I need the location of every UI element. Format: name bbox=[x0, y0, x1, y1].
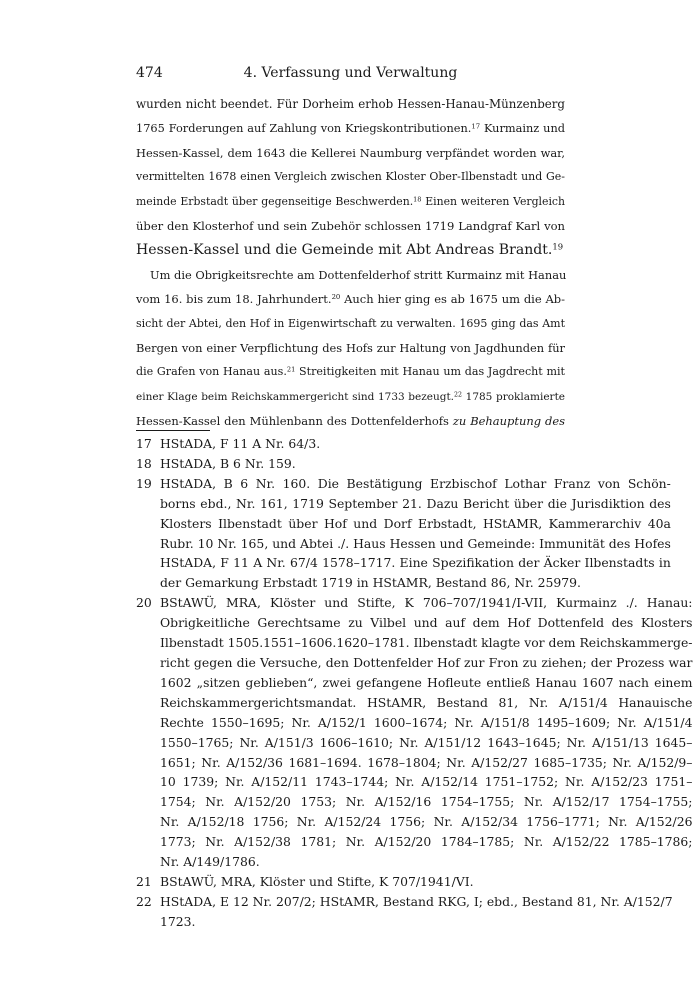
footnote-text: BStAWÜ, MRA, Klöster und Stifte, K 706–707/1941/I-VII, Kurmainz ./. Hanau: Obrigkeitliche Gerechtsame zu Vilbel und auf dem Hof Dottenfeld des Klosters Ilbenstadt 1505.1551–1606.1620–1781. Ilbenstadt klagte vor dem Reichskammerge- richt gegen die Versuche, den Dottenfelder Hof zur Fron zu ziehen; der Prozess war 1602 „sitzen geblieben“, zwei gefangene Hofleute entließ Hanau 1607 nach einem Reichskammergerichtsmandat. HStAMR, Bestand 81, Nr. A/151/4 Hanauische Rechte 1550–1695; Nr. A/152/1 1600–1674; Nr. A/151/8 1495–1609; Nr. A/151/4 1550–1765; Nr. A/151/3 1606–1610; Nr. A/151/12 1643–1645; Nr. A/151/13 1645– 1651; Nr. A/152/36 1681–1694. 1678–1804; Nr. A/152/27 1685–1735; Nr. A/152/9– 10 1739; Nr. A/152/11 1743–1744; Nr. A/152/14 1751–1752; Nr. A/152/23 1751– 1754; Nr. A/152/20 1753; Nr. A/152/16 1754–1755; Nr. A/152/17 1754–1755; Nr. A/152/18 1756; Nr. A/152/24 1756; Nr. A/152/34 1756–1771; Nr. A/152/26 1773; Nr. A/152/38 1781; Nr. A/152/20 1784–1785; Nr. A/152/22 1785–1786; Nr. A/149/1786. bbox=[160, 595, 693, 870]
italic-phrase: zu Behauptung des bbox=[452, 414, 566, 429]
footnote-20 bbox=[136, 593, 693, 872]
text-line: meinde Erbstadt über gegenseitige Beschwerden.$^{18}$ Einen weiteren Vergleich bbox=[136, 194, 565, 208]
text-line: vom 16. bis zum 18. Jahrhundert.$^{20}$ Auch hier ging es ab 1675 um die Ab- bbox=[136, 292, 565, 307]
text-line: Hessen-Kassel, dem 1643 die Kellerei Naumburg verpfändet worden war, bbox=[136, 145, 565, 160]
text-line: vermittelten 1678 einen Vergleich zwischen Kloster Ober-Ilbenstadt und Ge- bbox=[136, 170, 565, 184]
footnote-number: 17 bbox=[136, 436, 152, 451]
footnote-21 bbox=[136, 872, 565, 892]
footnote-text: BStAWÜ, MRA, Klöster und Stifte, K 707/1941/VI. bbox=[160, 873, 474, 889]
body-text bbox=[136, 92, 565, 434]
footnote-ref-20: 20 bbox=[331, 293, 341, 302]
paragraph-2 bbox=[136, 263, 565, 434]
footnote-number: 22 bbox=[136, 893, 152, 909]
footnote-ref-18: 18 bbox=[413, 195, 422, 204]
footnote-separator bbox=[136, 430, 210, 431]
text-line: einer Klage beim Reichskammergericht sind 1733 bezeugt.$^{22}$ 1785 proklamierte bbox=[136, 390, 565, 403]
footnote-text: HStADA, B 6 Nr. 159. bbox=[160, 455, 296, 471]
footnotes bbox=[136, 434, 693, 932]
page-header bbox=[136, 64, 565, 82]
text-line: Hessen-Kassel den Mühlenbann des Dottenfelderhofs zu Behauptung des bbox=[136, 414, 566, 429]
footnote-number: 18 bbox=[136, 455, 152, 471]
text-line: über den Klosterhof und sein Zubehör schlossen 1719 Landgraf Karl von bbox=[136, 219, 565, 234]
footnote-ref-21: 21 bbox=[286, 365, 296, 374]
footnote-text: HStADA, B 6 Nr. 160. Die Bestätigung Erzbischof Lothar Franz von Schön- borns ebd., Nr. 161, 1719 September 21. Dazu Bericht über die Jurisdiktion des Klosters Ilbenstadt über Hof und Dorf Erbstadt, HStAMR, Kammerarchiv 40a Rubr. 10 Nr. 165, und Abtei ./. Haus Hessen und Gemeinde: Immunität des Hofes HStADA, F 11 A Nr. 67/4 1578–1717. Eine Spezifikation der Äcker Ilbenstadts in der Gemarkung Erbstadt 1719 in HStAMR, Bestand 86, Nr. 25979. bbox=[160, 475, 671, 591]
footnote-number: 21 bbox=[136, 873, 152, 889]
footnote-22 bbox=[136, 892, 673, 932]
footnote-19 bbox=[136, 474, 671, 593]
text-line: die Grafen von Hanau aus.$^{21}$ Streitigkeiten mit Hanau um das Jagdrecht mit bbox=[136, 365, 565, 379]
text-line: wurden nicht beendet. Für Dorheim erhob Hessen-Hanau-Münzenberg bbox=[136, 97, 565, 111]
text-line: Hessen-Kassel und die Gemeinde mit Abt Andreas Brandt.$^{19}$ bbox=[136, 241, 564, 259]
footnote-number: 20 bbox=[136, 595, 152, 611]
footnote-text: HStADA, E 12 Nr. 207/2; HStAMR, Bestand RKG, I; ebd., Bestand 81, Nr. A/152/7 1723. bbox=[160, 893, 673, 929]
footnote-ref-22: 22 bbox=[454, 391, 463, 399]
paragraph-1 bbox=[136, 92, 565, 263]
footnote-ref-17: 17 bbox=[471, 122, 481, 131]
text-line: sicht der Abtei, den Hof in Eigenwirtschaft zu verwalten. 1695 ging das Amt bbox=[136, 316, 565, 330]
text-line: Um die Obrigkeitsrechte am Dottenfelderhof stritt Kurmainz mit Hanau bbox=[150, 267, 567, 282]
footnote-ref-19: 19 bbox=[552, 241, 564, 252]
running-head: 4. Verfassung und Verwaltung bbox=[243, 65, 458, 81]
text-line: Bergen von einer Verpflichtung des Hofs zur Haltung von Jagdhunden für bbox=[136, 341, 565, 356]
footnote-17 bbox=[136, 434, 565, 454]
text-line: 1765 Forderungen auf Zahlung von Kriegskontributionen.$^{17}$ Kurmainz und bbox=[136, 121, 565, 136]
page-number: 474 bbox=[136, 65, 163, 81]
footnote-18 bbox=[136, 454, 565, 474]
footnote-text: HStADA, F 11 A Nr. 64/3. bbox=[160, 436, 321, 451]
footnote-number: 19 bbox=[136, 475, 152, 491]
